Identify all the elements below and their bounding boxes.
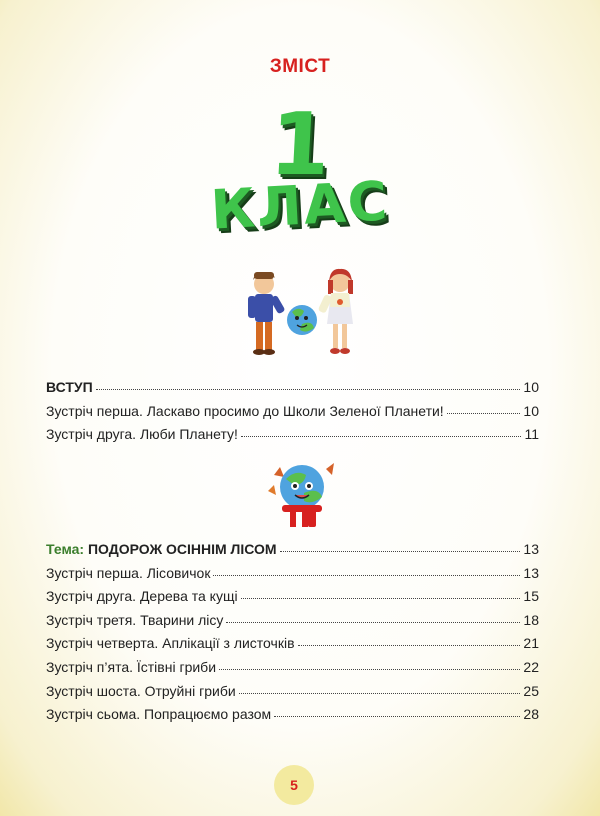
earth-mascot-illustration	[260, 455, 344, 533]
toc-row-page: 10	[523, 402, 539, 419]
toc-row-page: 22	[523, 658, 539, 675]
toc-row[interactable]	[46, 683, 539, 707]
toc-section-autumn-forest	[46, 541, 539, 730]
toc-row-page: 18	[523, 611, 539, 628]
dot-leader	[226, 610, 520, 623]
toc-row-page: 11	[524, 426, 539, 443]
toc-row[interactable]	[46, 635, 539, 659]
topic-prefix: Тема:	[46, 541, 88, 557]
toc-row[interactable]	[46, 612, 539, 636]
toc-row-label: Зустріч друга. Дерева та кущі	[46, 588, 238, 605]
toc-row[interactable]	[46, 565, 539, 589]
dot-leader	[274, 704, 520, 717]
toc-row-label: Зустріч п’ята. Їстівні гриби	[46, 658, 217, 675]
kids-with-earth-illustration	[240, 262, 364, 358]
boy-figure	[248, 272, 285, 355]
toc-row-page: 25	[523, 682, 539, 699]
toc-row-label: Зустріч перша. Лісовичок	[46, 564, 211, 581]
dot-leader	[241, 424, 522, 437]
dot-leader	[280, 539, 521, 552]
toc-row[interactable]	[46, 659, 539, 683]
toc-row[interactable]	[46, 426, 539, 450]
toc-row-page: 10	[523, 379, 539, 395]
toc-row-page: 13	[523, 564, 539, 581]
toc-row-page: 15	[523, 588, 539, 605]
class-word: КЛАС	[209, 169, 391, 242]
topic-name: ПОДОРОЖ ОСІННІМ ЛІСОМ	[87, 541, 277, 557]
toc-row[interactable]	[46, 588, 539, 612]
dot-leader	[96, 377, 521, 390]
toc-row[interactable]	[46, 403, 539, 427]
toc-row-label: Зустріч перша. Ласкаво просимо до Школи Зеленої Планети!	[46, 402, 444, 419]
earth-figure	[287, 305, 317, 335]
toc-row-label: Зустріч четверта. Аплікації з листочків	[46, 635, 295, 652]
dot-leader	[447, 401, 521, 414]
toc-row[interactable]	[46, 379, 539, 403]
toc-row-label: Зустріч сьома. Попрацюємо разом	[46, 706, 272, 723]
class-number: 1	[267, 95, 333, 195]
toc-topic-row[interactable]	[46, 541, 539, 565]
toc-row-label: ВСТУП	[46, 379, 93, 395]
dot-leader	[241, 586, 521, 599]
toc-row[interactable]	[46, 706, 539, 730]
toc-topic-label	[46, 541, 277, 557]
toc-row-label: Зустріч друга. Люби Планету!	[46, 426, 238, 443]
toc-row-label: Зустріч шоста. Отруйні гриби	[46, 682, 236, 699]
toc-section-intro	[46, 379, 539, 450]
toc-row-page: 21	[523, 635, 539, 652]
page-number: 5	[274, 765, 314, 805]
toc-row-page: 28	[523, 706, 539, 723]
dot-leader	[213, 563, 520, 576]
dot-leader	[219, 657, 520, 670]
toc-row-page: 13	[523, 541, 539, 557]
girl-figure	[318, 269, 353, 354]
toc-heading: ЗМІСТ	[269, 56, 331, 77]
dot-leader	[239, 681, 521, 694]
toc-row-label: Зустріч третя. Тварини лісу	[46, 611, 224, 628]
dot-leader	[298, 633, 521, 646]
